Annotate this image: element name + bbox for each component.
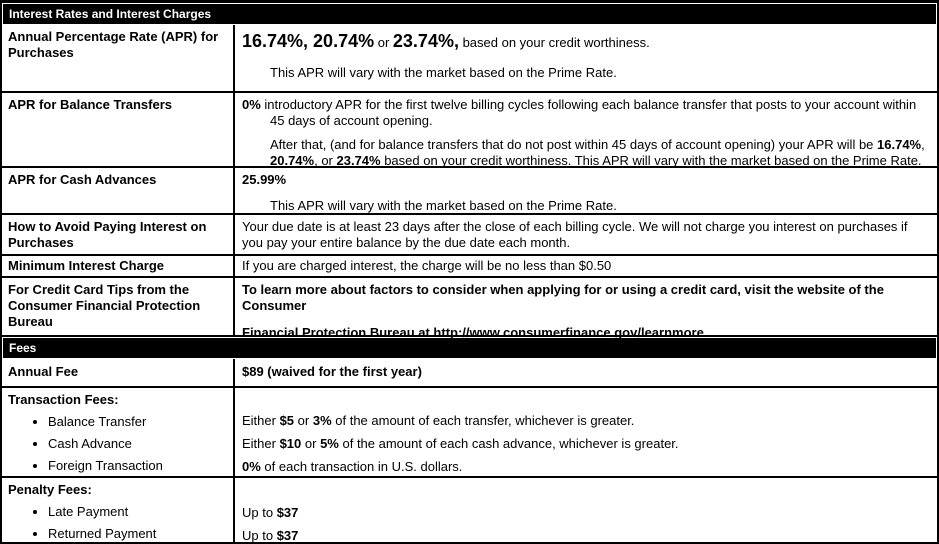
section-header-interest-rates: Interest Rates and Interest Charges bbox=[3, 4, 936, 24]
cfpb-tips-line2: Financial Protection Bureau at http://www.consumerfinance.gov/learnmore. bbox=[242, 325, 708, 340]
avoid-interest-text: Your due date is at least 23 days after the close of each billing cycle. We will not charge you interest on purchases if you pay your entire balance by the due date each month. bbox=[242, 219, 908, 250]
ca-fee-e: of the amount of each cash advance, whichever is greater. bbox=[338, 436, 679, 451]
bullet-foreign-transaction: • Foreign Transaction bbox=[48, 458, 227, 474]
rp-fee-amount: $37 bbox=[276, 528, 299, 543]
cfpb-tips-label: For Credit Card Tips from the Consumer Financial Protection Bureau bbox=[2, 278, 235, 335]
apr-purchases-rates-line bbox=[242, 31, 929, 51]
transaction-fees-content bbox=[235, 388, 937, 476]
bt-fee-amount: $5 bbox=[279, 413, 295, 428]
transaction-fees-heading: Transaction Fees: bbox=[8, 392, 119, 407]
min-interest-content bbox=[235, 256, 937, 276]
balance-transfer-intro bbox=[242, 97, 929, 129]
apr-rate-values-1: 16.74%, 20.74% bbox=[242, 31, 375, 51]
row-cfpb-tips bbox=[2, 278, 937, 340]
apr-rate-tail: based on your credit worthiness. bbox=[458, 35, 650, 50]
lp-fee-amount: $37 bbox=[276, 505, 299, 520]
cash-advance-rate: 25.99% bbox=[242, 172, 287, 187]
balance-transfer-after bbox=[242, 137, 929, 169]
ca-fee-c: or bbox=[301, 436, 321, 451]
apr-balance-transfers-label: APR for Balance Transfers bbox=[2, 93, 235, 166]
section-header-fees: Fees bbox=[3, 338, 936, 358]
apr-cash-advances-content bbox=[235, 168, 937, 213]
after-rate-2: 20.74% bbox=[270, 153, 315, 168]
row-apr-purchases bbox=[2, 25, 937, 93]
transaction-fees-list bbox=[8, 414, 227, 474]
annual-fee-value: $89 (waived for the first year) bbox=[242, 364, 422, 379]
balance-transfer-fee bbox=[242, 413, 929, 429]
row-avoid-interest bbox=[2, 215, 937, 256]
row-apr-balance-transfers bbox=[2, 93, 937, 168]
apr-cash-advances-label: APR for Cash Advances bbox=[2, 168, 235, 213]
apr-balance-transfers-content bbox=[235, 93, 937, 166]
bt-fee-c: or bbox=[294, 413, 313, 428]
cfpb-tips-content bbox=[235, 278, 937, 340]
foreign-transaction-fee bbox=[242, 459, 929, 475]
returned-payment-fee bbox=[242, 528, 929, 544]
bullet-late-payment: • Late Payment bbox=[48, 504, 227, 520]
apr-rate-or: or bbox=[374, 35, 393, 50]
cash-advance-vary-note: This APR will vary with the market based on the Prime Rate. bbox=[270, 198, 617, 213]
bullet-cash-advance: • Cash Advance bbox=[48, 436, 227, 452]
apr-purchases-vary-note: This APR will vary with the market based on the Prime Rate. bbox=[270, 65, 617, 80]
ft-fee-b: of each transaction in U.S. dollars. bbox=[260, 459, 463, 474]
row-penalty-fees bbox=[2, 478, 937, 542]
row-min-interest-charge bbox=[2, 256, 937, 278]
apr-purchases-label: Annual Percentage Rate (APR) for Purchases bbox=[2, 25, 235, 91]
after-rate-3: 23.74% bbox=[336, 153, 381, 168]
ca-fee-percent: 5% bbox=[320, 436, 339, 451]
after-text-2: based on your credit worthiness. This APR will vary with the market based on the Prime Rate. bbox=[380, 153, 922, 168]
ca-fee-a: Either bbox=[242, 436, 280, 451]
intro-rate: 0% bbox=[242, 97, 261, 112]
apr-purchases-content bbox=[235, 25, 937, 91]
cfpb-tips-line1: To learn more about factors to consider when applying for or using a credit card, visit the website of the Consumer bbox=[242, 282, 884, 313]
row-annual-fee bbox=[2, 359, 937, 388]
row-apr-cash-advances bbox=[2, 168, 937, 215]
bt-fee-a: Either bbox=[242, 413, 280, 428]
ft-fee-percent: 0% bbox=[242, 459, 261, 474]
after-sep-2: , or bbox=[314, 153, 337, 168]
annual-fee-content bbox=[235, 359, 937, 386]
penalty-fees-heading: Penalty Fees: bbox=[8, 482, 92, 497]
apr-rate-values-2: 23.74%, bbox=[392, 31, 459, 51]
bullet-balance-transfer: • Balance Transfer bbox=[48, 414, 227, 430]
bullet-returned-payment: • Returned Payment bbox=[48, 526, 227, 542]
penalty-fees-label bbox=[2, 478, 235, 542]
bt-fee-percent: 3% bbox=[312, 413, 332, 428]
annual-fee-label: Annual Fee bbox=[2, 359, 235, 386]
cash-advance-fee bbox=[242, 436, 929, 452]
bt-fee-e: of the amount of each transfer, whichever is greater. bbox=[331, 413, 635, 428]
after-sep-1: , bbox=[921, 137, 925, 152]
penalty-fees-list bbox=[8, 504, 227, 542]
after-rate-1: 16.74% bbox=[877, 137, 922, 152]
row-transaction-fees bbox=[2, 388, 937, 478]
lp-fee-a: Up to bbox=[242, 505, 277, 520]
avoid-interest-label: How to Avoid Paying Interest on Purchases bbox=[2, 215, 235, 254]
ca-fee-amount: $10 bbox=[279, 436, 302, 451]
after-text-1: After that, (and for balance transfers that do not post within 45 days of account opening) your APR will be bbox=[270, 137, 878, 152]
avoid-interest-content bbox=[235, 215, 937, 254]
transaction-fees-label bbox=[2, 388, 235, 476]
min-interest-label: Minimum Interest Charge bbox=[2, 256, 235, 276]
min-interest-text: If you are charged interest, the charge will be no less than $0.50 bbox=[242, 258, 612, 273]
penalty-fees-content bbox=[235, 478, 937, 542]
rp-fee-a: Up to bbox=[242, 528, 277, 543]
intro-text: introductory APR for the first twelve billing cycles following each balance transfer that posts to your account within 45 days of account opening. bbox=[260, 97, 917, 128]
late-payment-fee bbox=[242, 505, 929, 521]
